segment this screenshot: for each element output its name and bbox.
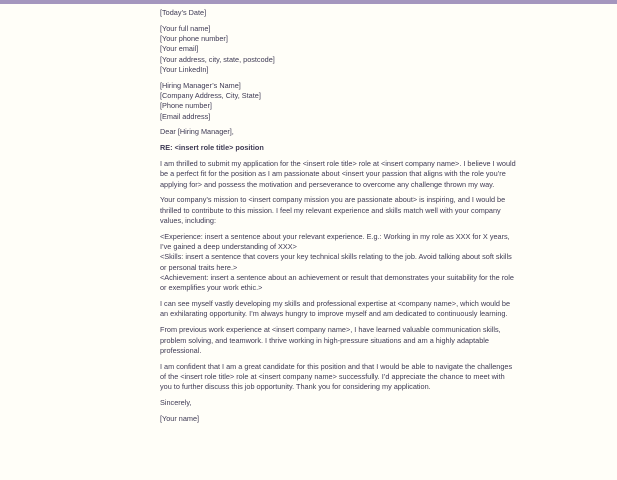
subject-line: RE: <insert role title> position: [160, 143, 264, 153]
salutation: Dear [Hiring Manager],: [160, 127, 234, 137]
recipient-email-line: [Email address]: [160, 111, 211, 121]
sender-linkedin-line: [Your LinkedIn]: [160, 64, 209, 74]
signature-placeholder: [Your name]: [160, 413, 200, 423]
recipient-contact-block: [160, 81, 517, 122]
date-line: [Today’s Date]: [160, 8, 207, 17]
page-top-accent-bar: [0, 0, 617, 4]
achievement-template-item: <Achievement: insert a sentence about an achievement or result that demonstrates your suitability for the role or exemplifies your work ethic.>: [160, 273, 514, 293]
sender-name-line: [Your full name]: [160, 23, 211, 33]
skills-template-item: <Skills: insert a sentence that covers your key technical skills relating to the job. Avoid talking about soft skills or personal traits here.>: [160, 252, 512, 272]
sender-email-line: [Your email]: [160, 44, 199, 54]
recipient-phone-line: [Phone number]: [160, 101, 212, 111]
intro-paragraph-2: Your company’s mission to <insert company mission you are passionate about> is inspiring, and I would be thrilled to contribute to this mission. I feel my relevant experience and skills match well with your company values, including:: [160, 195, 506, 226]
recipient-address-line: [Company Address, City, State]: [160, 91, 261, 101]
cover-letter-document: [160, 8, 517, 430]
experience-template-item: <Experience: insert a sentence about your relevant experience. E.g.: Working in my role as XXX for X years, I’ve gained a deep understanding of XXX>: [160, 231, 510, 252]
date-block: [160, 8, 517, 18]
sender-contact-block: [160, 24, 517, 75]
sender-address-line: [Your address, city, state, postcode]: [160, 54, 275, 64]
sender-phone-line: [Your phone number]: [160, 34, 228, 44]
template-items-block: [160, 232, 517, 294]
sign-off: Sincerely,: [160, 398, 192, 407]
recipient-name-line: [Hiring Manager’s Name]: [160, 80, 241, 90]
closing-paragraph-1: I can see myself vastly developing my skills and professional expertise at <company name>, which would be an exhilarating opportunity. I’m always hungry to improve myself and am dedicated to continuously learning.: [160, 299, 511, 319]
closing-paragraph-3: I am confident that I am a great candidate for this position and that I would be able to navigate the challenges of the <insert role title> role at <insert company name> successfully. I’d appreciate the chance to meet with you to further discuss this job opportunity. Thank you for considering my application.: [160, 361, 513, 392]
intro-paragraph-1: I am thrilled to submit my application for the <insert role title> role at <insert company name>. I believe I would be a perfect fit for the position as I am passionate about <insert your passion that aligns with the role you’re applying for> and possess the motivation and perseverance to overcome any challenge thrown my way.: [160, 159, 516, 189]
closing-paragraph-2: From previous work experience at <insert company name>, I have learned valuable communication skills, problem solving, and teamwork. I thrive working in high-pressure situations and am a highly adaptable professional.: [160, 325, 501, 355]
